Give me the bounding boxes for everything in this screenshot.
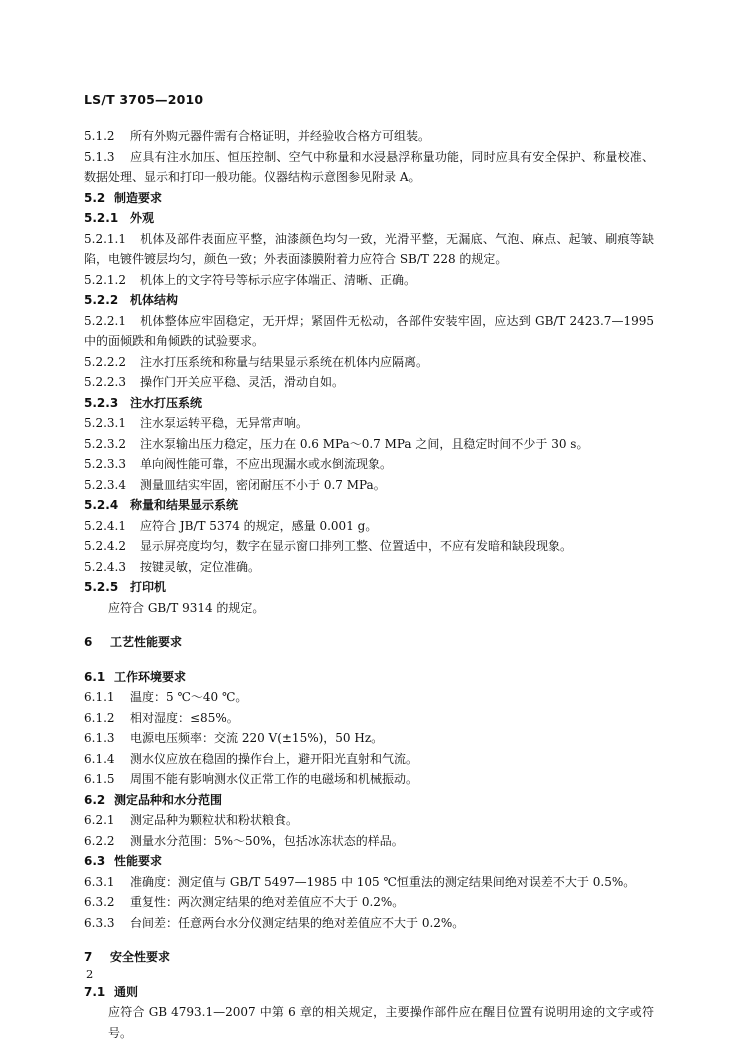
clause-number: 6.3.2 [84, 895, 115, 909]
section-gap [84, 653, 654, 667]
clause-number: 5.1.2 [84, 129, 115, 143]
section-heading [84, 851, 654, 872]
clause-text: 相对湿度：≤85%。 [130, 710, 239, 725]
section-heading [84, 290, 654, 311]
clause-line [84, 728, 654, 749]
clause-line [84, 687, 654, 708]
document-body [84, 126, 654, 1043]
clause-number: 5.2.2.1 [84, 313, 126, 328]
clause-line [84, 1002, 654, 1043]
clause-number: 5.2.3.4 [84, 477, 126, 492]
clause-text: 操作门开关应平稳、灵活，滑动自如。 [140, 375, 345, 389]
clause-text: 应符合 JB/T 5374 的规定，感量 0.001 g。 [140, 518, 378, 533]
clause-number: 5.2 [84, 190, 106, 205]
document-code-header: LS/T 3705—2010 [84, 92, 204, 107]
clause-line [84, 413, 654, 434]
clause-text: 打印机 [130, 580, 167, 594]
clause-line [84, 536, 654, 557]
clause-number: 5.2.2 [84, 293, 119, 307]
clause-text: 应符合 GB/T 9314 的规定。 [108, 600, 265, 615]
clause-number: 5.2.1.1 [84, 231, 126, 246]
clause-number: 6.2 [84, 792, 106, 807]
section-heading [84, 632, 654, 653]
clause-text: 通则 [114, 984, 139, 999]
clause-line [84, 372, 654, 393]
clause-line [84, 147, 654, 188]
clause-number: 5.2.4.3 [84, 559, 126, 574]
section-gap [84, 618, 654, 632]
clause-text: 测水仪应放在稳固的操作台上，避开阳光直射和气流。 [130, 751, 419, 766]
clause-line [84, 270, 654, 291]
clause-line [84, 516, 654, 537]
clause-text: 准确度：测定值与 GB/T 5497—1985 中 105 ℃恒重法的测定结果间绝对误差不大于 0.5%。 [130, 874, 636, 889]
clause-line [84, 892, 654, 913]
clause-line [84, 769, 654, 790]
clause-line [84, 311, 654, 352]
clause-number: 6.3.1 [84, 874, 115, 889]
clause-line [84, 831, 654, 852]
section-heading [84, 208, 654, 229]
clause-number: 5.2.1.2 [84, 272, 126, 287]
clause-text: 单向阀性能可靠，不应出现漏水或水倒流现象。 [140, 457, 393, 471]
clause-text: 机体及部件表面应平整，油漆颜色均匀一致，光滑平整，无漏底、气泡、麻点、起皱、刷痕等缺陷，电镀件镀层均匀，颜色一致；外表面漆膜附着力应符合 SB/T 228 的规定。 [84, 231, 654, 266]
clause-text: 称量和结果显示系统 [130, 498, 239, 512]
clause-text: 温度：5 ℃～40 ℃。 [130, 690, 248, 704]
clause-line [84, 872, 654, 893]
clause-text: 制造要求 [114, 190, 163, 205]
clause-number: 6.1.4 [84, 751, 115, 766]
section-heading [84, 393, 654, 414]
section-gap [84, 968, 654, 982]
clause-text: 测量皿结实牢固，密闭耐压不小于 0.7 MPa。 [140, 477, 386, 492]
clause-number: 7.1 [84, 984, 106, 999]
clause-number: 6.1 [84, 669, 106, 684]
clause-number: 5.2.3 [84, 395, 119, 410]
clause-number: 5.2.2.2 [84, 354, 126, 369]
clause-line [84, 454, 654, 475]
clause-text: 注水泵运转平稳，无异常声响。 [140, 416, 309, 430]
section-heading [84, 577, 654, 598]
clause-number: 5.2.4.2 [84, 539, 126, 553]
clause-line [84, 557, 654, 578]
clause-number: 5.2.3.1 [84, 416, 126, 430]
section-heading [84, 495, 654, 516]
clause-number: 5.1.3 [84, 149, 115, 164]
clause-text: 电源电压频率：交流 220 V(±15%)，50 Hz。 [130, 731, 384, 745]
clause-number: 6.1.1 [84, 690, 115, 704]
clause-number: 5.2.4 [84, 498, 119, 512]
section-heading [84, 188, 654, 209]
section-heading [84, 982, 654, 1003]
clause-line [84, 352, 654, 373]
clause-text: 按键灵敏，定位准确。 [140, 559, 261, 574]
clause-text: 工艺性能要求 [110, 635, 183, 649]
clause-text: 机体上的文字符号等标示应字体端正、清晰、正确。 [140, 272, 417, 287]
clause-number: 5.2.5 [84, 580, 119, 594]
clause-text: 测定品种和水分范围 [114, 792, 223, 807]
clause-number: 5.2.1 [84, 211, 119, 225]
clause-number: 6.1.3 [84, 731, 115, 745]
clause-text: 注水打压系统 [130, 395, 203, 410]
clause-number: 6.3 [84, 854, 106, 868]
clause-line [84, 749, 654, 770]
clause-text: 安全性要求 [110, 950, 171, 964]
page-number: 2 [86, 967, 94, 981]
clause-text: 所有外购元器件需有合格证明，并经验收合格方可组装。 [130, 129, 431, 143]
section-heading [84, 667, 654, 688]
clause-text: 应具有注水加压、恒压控制、空气中称量和水浸悬浮称量功能，同时应具有安全保护、称量校准、数据处理、显示和打印一般功能。仪器结构示意图参见附录 A。 [84, 149, 654, 184]
clause-text: 注水泵输出压力稳定，压力在 0.6 MPa～0.7 MPa 之间，且稳定时间不少于 30 s。 [140, 436, 589, 451]
clause-text: 外观 [130, 211, 155, 225]
clause-text: 显示屏亮度均匀，数字在显示窗口排列工整、位置适中，不应有发暗和缺段现象。 [140, 539, 573, 553]
clause-number: 7 [84, 950, 93, 964]
clause-line [84, 708, 654, 729]
clause-text: 周围不能有影响测水仪正常工作的电磁场和机械振动。 [130, 772, 419, 786]
clause-line [84, 229, 654, 270]
clause-number: 5.2.4.1 [84, 518, 126, 533]
section-gap [84, 933, 654, 947]
clause-text: 重复性：两次测定结果的绝对差值应不大于 0.2%。 [130, 895, 405, 909]
clause-number: 6.2.1 [84, 813, 115, 827]
clause-number: 5.2.3.3 [84, 457, 126, 471]
clause-number: 6.1.2 [84, 710, 115, 725]
clause-line [84, 434, 654, 455]
clause-number: 5.2.2.3 [84, 375, 126, 389]
clause-line [84, 810, 654, 831]
clause-number: 6.3.3 [84, 915, 115, 930]
clause-number: 5.2.3.2 [84, 436, 126, 451]
clause-text: 应符合 GB 4793.1—2007 中第 6 章的相关规定，主要操作部件应在醒目位置有说明用途的文字或符号。 [108, 1005, 654, 1040]
clause-line [84, 475, 654, 496]
clause-text: 测定品种为颗粒状和粉状粮食。 [130, 813, 299, 827]
clause-text: 性能要求 [114, 854, 163, 868]
clause-number: 6 [84, 635, 93, 649]
clause-number: 6.1.5 [84, 772, 115, 786]
clause-text: 工作环境要求 [114, 669, 187, 684]
clause-line [84, 598, 654, 619]
clause-text: 机体结构 [130, 293, 179, 307]
clause-line [84, 913, 654, 934]
section-heading [84, 790, 654, 811]
clause-text: 注水打压系统和称量与结果显示系统在机体内应隔离。 [140, 354, 429, 369]
clause-text: 测量水分范围：5%～50%，包括冰冻状态的样品。 [130, 833, 404, 848]
clause-number: 6.2.2 [84, 833, 115, 848]
clause-text: 台间差：任意两台水分仪测定结果的绝对差值应不大于 0.2%。 [130, 915, 465, 930]
section-heading [84, 947, 654, 968]
clause-text: 机体整体应牢固稳定，无开焊；紧固件无松动，各部件安装牢固，应达到 GB/T 2423.7—1995 中的面倾跌和角倾跌的试验要求。 [84, 313, 654, 348]
clause-line [84, 126, 654, 147]
